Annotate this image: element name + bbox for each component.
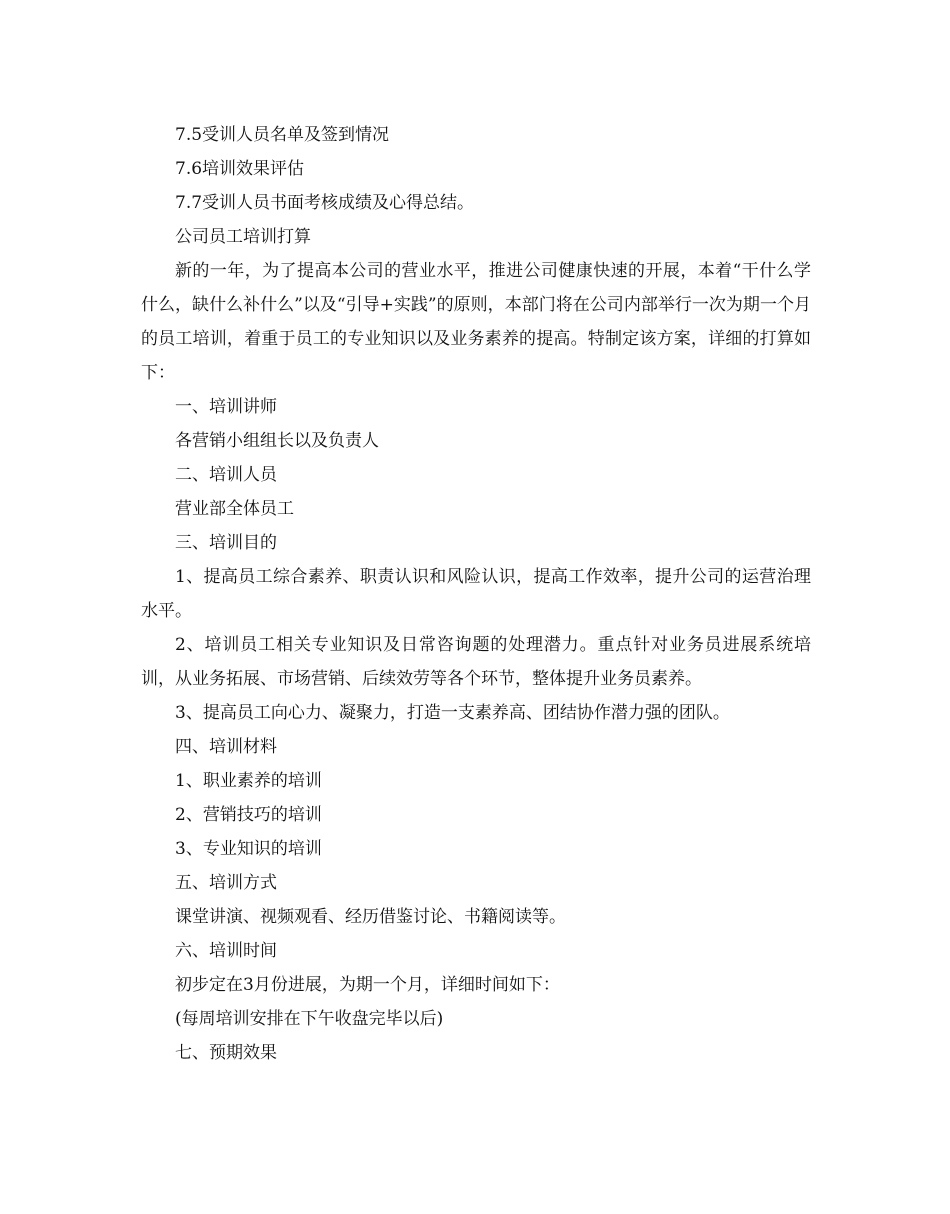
list-item-7-5: 7.5受训人员名单及签到情况 <box>175 125 390 145</box>
purpose-item-1: 1、提高员工综合素养、职责认识和风险认识，提高工作效率，提升公司的运营治理水平。 <box>141 567 811 621</box>
purpose-item-2: 2、培训员工相关专业知识及日常咨询题的处理潜力。重点针对业务员进展系统培训，从业务拓展、市场营销、后续效劳等各个环节，整体提升业务员素养。 <box>141 635 811 689</box>
heading-method: 五、培训方式 <box>175 873 277 893</box>
materials-item-3: 3、专业知识的培训 <box>175 839 322 859</box>
materials-item-2: 2、营销技巧的培训 <box>175 805 322 825</box>
heading-materials: 四、培训材料 <box>175 737 277 757</box>
intro-paragraph: 新的一年，为了提高本公司的营业水平，推进公司健康快速的开展，本着“干什么学什么，缺什么补什么”以及“引导+实践”的原则，本部门将在公司内部举行一次为期一个月的员工培训，着重于员工的专业知识以及业务素养的提高。特制定该方案，详细的打算如下： <box>141 261 811 383</box>
purpose-item-3: 3、提高员工向心力、凝聚力，打造一支素养高、团结协作潜力强的团队。 <box>175 703 730 723</box>
time-text: 初步定在3月份进展，为期一个月，详细时间如下： <box>175 975 560 995</box>
materials-item-1: 1、职业素养的培训 <box>175 771 322 791</box>
list-item-7-6: 7.6培训效果评估 <box>175 159 305 179</box>
trainer-text: 各营销小组组长以及负责人 <box>175 431 379 451</box>
method-text: 课堂讲演、视频观看、经历借鉴讨论、书籍阅读等。 <box>175 907 566 927</box>
heading-time: 六、培训时间 <box>175 941 277 961</box>
document-body <box>141 118 811 1070</box>
list-item-7-7: 7.7受训人员书面考核成绩及心得总结。 <box>175 193 475 213</box>
heading-purpose: 三、培训目的 <box>175 533 277 553</box>
section-title: 公司员工培训打算 <box>175 227 311 247</box>
time-note: (每周培训安排在下午收盘完毕以后) <box>175 1009 444 1029</box>
heading-trainees: 二、培训人员 <box>175 465 277 485</box>
trainees-text: 营业部全体员工 <box>175 499 294 519</box>
heading-trainer: 一、培训讲师 <box>175 397 277 417</box>
heading-expected-effect: 七、预期效果 <box>175 1043 277 1063</box>
